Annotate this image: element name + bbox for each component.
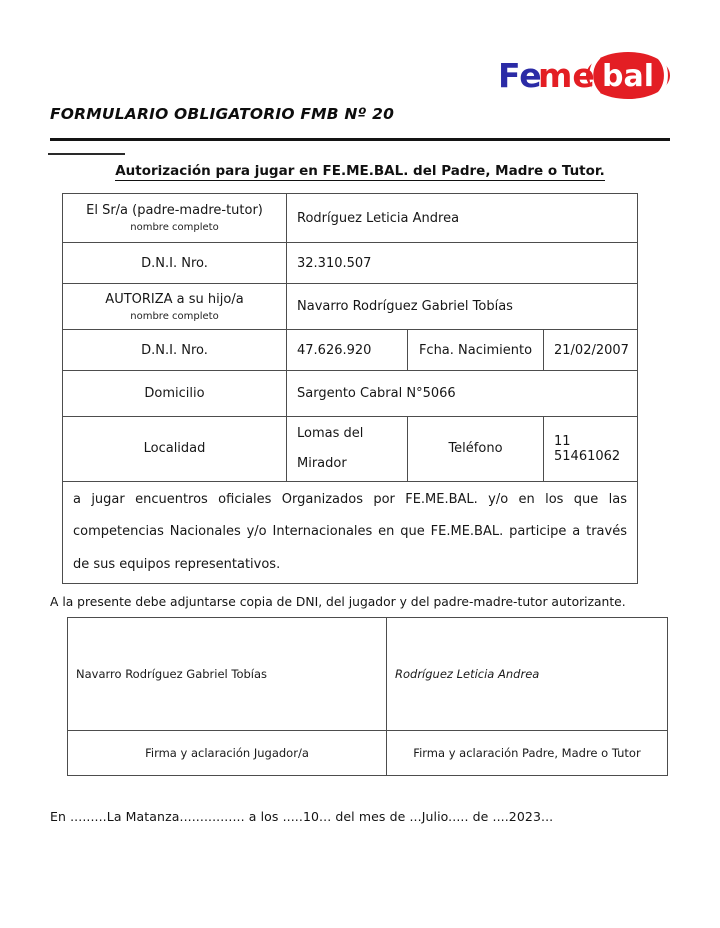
logo-text-bal: bal [601, 59, 655, 94]
child-label-cell [63, 284, 287, 330]
signature-caption-row [68, 731, 668, 776]
phone-value: 11 51461062 [544, 417, 638, 482]
player-signature: Navarro Rodríguez Gabriel Tobías [68, 618, 387, 731]
signature-row [68, 618, 668, 731]
authorization-heading [50, 162, 670, 180]
logo-text-fe: Fe [498, 56, 542, 95]
page-title: FORMULARIO OBLIGATORIO FMB Nº 20 [50, 105, 395, 123]
address-value: Sargento Cabral N°5066 [287, 371, 638, 417]
logo-text-me: me [538, 56, 595, 95]
applicant-dni-label: D.N.I. Nro. [63, 243, 287, 284]
child-dni-label: D.N.I. Nro. [63, 330, 287, 371]
title-rule [50, 138, 670, 141]
child-label: AUTORIZA a su hijo/a [105, 291, 244, 307]
child-sublabel: nombre completo [130, 310, 219, 322]
table-row-child [63, 284, 638, 330]
table-row-applicant [63, 194, 638, 243]
applicant-value: Rodríguez Leticia Andrea [287, 194, 638, 243]
authorization-heading-text: Autorización para jugar en FE.ME.BAL. del Padre, Madre o Tutor. [115, 163, 605, 179]
authorization-clause: a jugar encuentros oficiales Organizados por FE.ME.BAL. y/o en los que las competencias Nacionales y/o Internacionales en que FE.ME.BAL. participe a través de sus equipos representativos. [63, 481, 638, 584]
attachment-note: A la presente debe adjuntarse copia de DNI, del jugador y del padre-madre-tutor autorizante. [50, 595, 626, 610]
applicant-sublabel: nombre completo [130, 222, 219, 233]
margin-rule [48, 153, 125, 155]
table-row-child-dni [63, 330, 638, 371]
femebal-logo [498, 50, 674, 102]
address-label: Domicilio [63, 371, 287, 417]
child-value: Navarro Rodríguez Gabriel Tobías [287, 284, 638, 330]
city-value: Lomas del Mirador [287, 417, 408, 482]
table-row-address [63, 371, 638, 417]
guardian-signature: Rodríguez Leticia Andrea [387, 618, 668, 731]
birth-value: 21/02/2007 [544, 330, 638, 371]
birth-label: Fcha. Nacimiento [408, 330, 544, 371]
phone-label: Teléfono [408, 417, 544, 482]
city-label: Localidad [63, 417, 287, 482]
signature-table [67, 617, 668, 776]
place-date-line: En .........La Matanza................ a los .....10... del mes de ...Julio..... de ....2023... [50, 809, 554, 825]
guardian-signature-caption: Firma y aclaración Padre, Madre o Tutor [387, 731, 668, 776]
table-row-clause [63, 481, 638, 584]
applicant-label-cell [63, 194, 287, 243]
player-signature-caption: Firma y aclaración Jugador/a [68, 731, 387, 776]
child-dni-value: 47.626.920 [287, 330, 408, 371]
table-row-city-phone [63, 417, 638, 482]
table-row-applicant-dni [63, 243, 638, 284]
applicant-label: El Sr/a (padre-madre-tutor) [86, 203, 263, 218]
applicant-dni-value: 32.310.507 [287, 243, 638, 284]
authorization-table [62, 193, 638, 584]
